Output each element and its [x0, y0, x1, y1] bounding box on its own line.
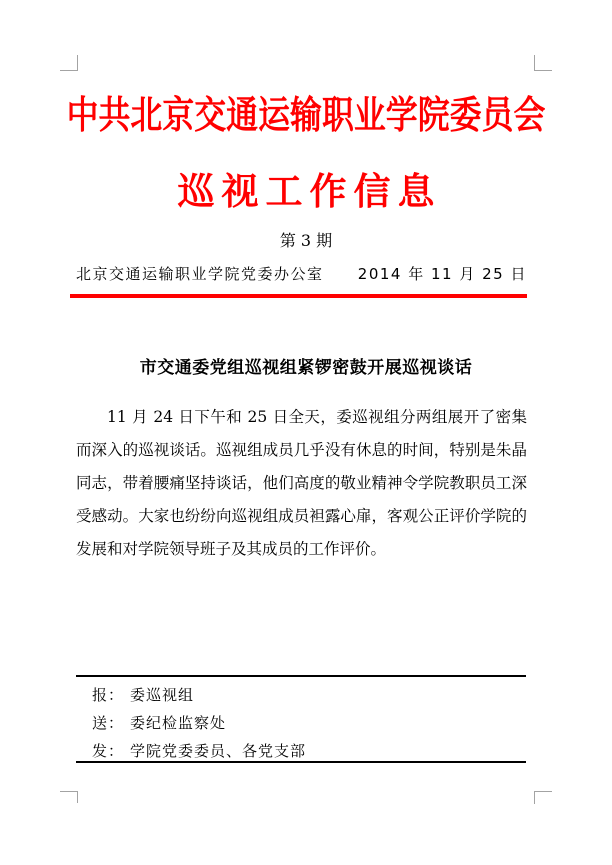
- crop-mark-bottom-left: [60, 791, 78, 803]
- crop-mark-bottom-right: [534, 791, 552, 804]
- distribution-row: [92, 709, 526, 737]
- crop-mark-top-left: [60, 55, 78, 71]
- distribution-value: 学院党委委员、各党支部: [130, 742, 307, 760]
- article-heading: 市交通委党组巡视组紧锣密鼓开展巡视谈话: [139, 358, 473, 378]
- org-title: 中共北京交通运输职业学院委员会: [66, 92, 546, 137]
- distribution-row: [92, 681, 526, 709]
- distribution-label: 送：: [92, 714, 125, 732]
- distribution-label: 发：: [92, 742, 125, 760]
- distribution-box: [76, 675, 526, 763]
- red-divider-line: [70, 294, 527, 298]
- article-body: 11 月 24 日下午和 25 日全天，委巡视组分两组展开了密集而深入的巡视谈话。巡视组成员几乎没有休息的时间，特别是朱晶同志，带着腰痛坚持谈话，他们高度的敬业精神令学院教职员工深受感动。大家也纷纷向巡视组成员袒露心扉，客观公正评价学院的发展和对学院领导班子及其成员的工作评价。: [76, 408, 527, 558]
- issue-date: 2014 年 11 月 25 日: [357, 265, 527, 283]
- distribution-row: [92, 737, 526, 765]
- distribution-value: 委巡视组: [130, 686, 195, 704]
- masthead-meta-row: [76, 263, 527, 284]
- distribution-value: 委纪检监察处: [130, 714, 227, 732]
- crop-mark-top-right: [534, 55, 552, 71]
- issue-number: 第 3 期: [279, 231, 333, 250]
- bulletin-title: 巡视工作信息: [177, 169, 442, 213]
- issuing-office: 北京交通运输职业学院党委办公室: [76, 265, 324, 283]
- distribution-label: 报：: [92, 686, 125, 704]
